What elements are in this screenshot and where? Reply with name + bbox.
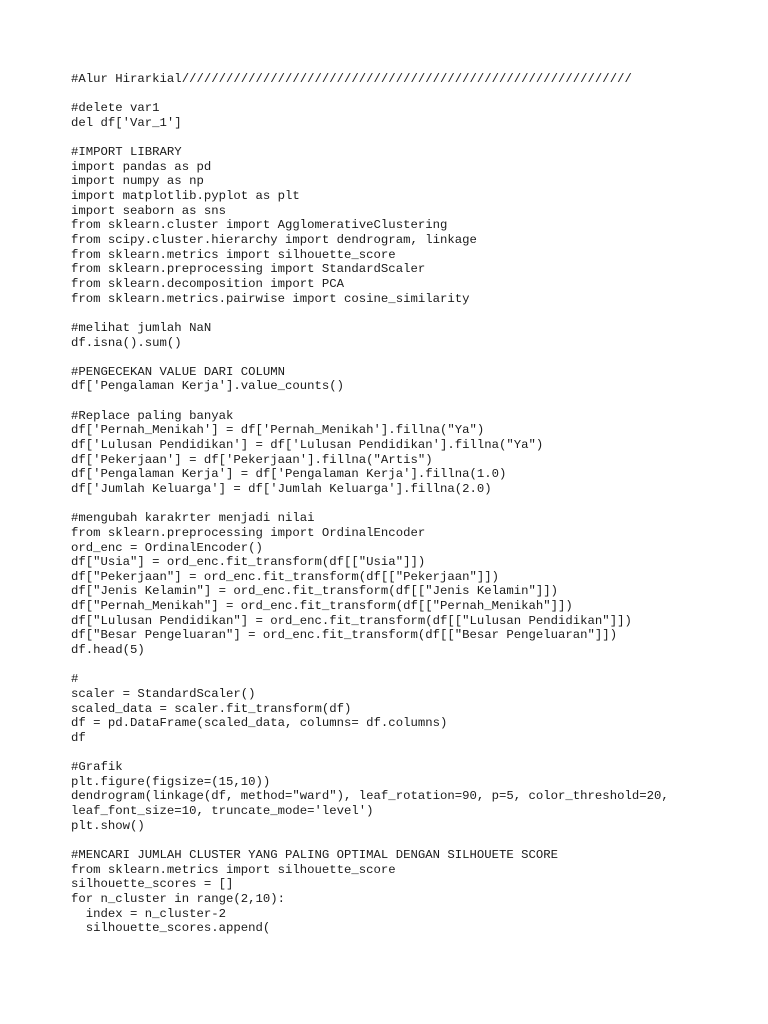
code-line: df.head(5) <box>71 642 145 657</box>
comment-line: #MENCARI JUMLAH CLUSTER YANG PALING OPTIMAL DENGAN SILHOUETE SCORE <box>71 847 559 862</box>
code-line: plt.show() <box>71 818 145 833</box>
blank-line <box>71 833 761 848</box>
code-line: from sklearn.metrics import silhouette_score <box>71 862 396 877</box>
code-line: df['Pernah_Menikah'] = df['Pernah_Menikah'].fillna("Ya") <box>71 423 485 438</box>
code-line: import matplotlib.pyplot as plt <box>71 189 300 204</box>
code-line: df = pd.DataFrame(scaled_data, columns= df.columns) <box>71 716 448 731</box>
code-line: from sklearn.metrics.pairwise import cosine_similarity <box>71 291 470 306</box>
code-line: df["Jenis Kelamin"] = ord_enc.fit_transform(df[["Jenis Kelamin"]]) <box>71 584 559 599</box>
code-line: index = n_cluster-2 <box>71 906 226 921</box>
code-line: df["Pekerjaan"] = ord_enc.fit_transform(df[["Pekerjaan"]]) <box>71 569 500 584</box>
code-line: silhouette_scores = [] <box>71 877 234 892</box>
code-block <box>71 72 761 87</box>
code-line: df['Pekerjaan'] = df['Pekerjaan'].fillna("Artis") <box>71 452 433 467</box>
code-line: for n_cluster in range(2,10): <box>71 891 286 906</box>
code-block <box>71 365 761 394</box>
blank-line <box>71 87 761 102</box>
code-line: df.isna().sum() <box>71 335 182 350</box>
comment-line: #Grafik <box>71 760 123 775</box>
comment-line: #IMPORT LIBRARY <box>71 145 182 160</box>
blank-line <box>71 745 761 760</box>
comment-line: #mengubah karakrter menjadi nilai <box>71 511 315 526</box>
code-line: scaler = StandardScaler() <box>71 686 256 701</box>
code-line: df['Jumlah Keluarga'] = df['Jumlah Keluarga'].fillna(2.0) <box>71 481 492 496</box>
code-block <box>71 760 761 833</box>
code-line: del df['Var_1'] <box>71 115 182 130</box>
code-listing <box>71 72 761 936</box>
code-line: df["Lulusan Pendidikan"] = ord_enc.fit_transform(df[["Lulusan Pendidikan"]]) <box>71 613 632 628</box>
code-line: import seaborn as sns <box>71 203 226 218</box>
comment-line: #Replace paling banyak <box>71 408 234 423</box>
code-block <box>71 511 761 657</box>
code-line: from sklearn.cluster import AgglomerativeClustering <box>71 218 448 233</box>
code-line: dendrogram(linkage(df, method="ward"), leaf_rotation=90, p=5, color_threshold=20, <box>71 789 669 804</box>
code-line: from sklearn.metrics import silhouette_score <box>71 247 396 262</box>
blank-line <box>71 131 761 146</box>
comment-line: #melihat jumlah NaN <box>71 320 212 335</box>
code-line: scaled_data = scaler.fit_transform(df) <box>71 701 352 716</box>
comment-line: #PENGECEKAN VALUE DARI COLUMN <box>71 364 286 379</box>
code-line: df['Pengalaman Kerja'] = df['Pengalaman Kerja'].fillna(1.0) <box>71 467 507 482</box>
code-block <box>71 145 761 306</box>
code-line: from sklearn.preprocessing import OrdinalEncoder <box>71 525 426 540</box>
code-line: leaf_font_size=10, truncate_mode='level') <box>71 804 374 819</box>
code-line: df["Besar Pengeluaran"] = ord_enc.fit_transform(df[["Besar Pengeluaran"]]) <box>71 628 618 643</box>
code-line: from scipy.cluster.hierarchy import dendrogram, linkage <box>71 233 477 248</box>
blank-line <box>71 394 761 409</box>
code-block <box>71 101 761 130</box>
blank-line <box>71 306 761 321</box>
code-block <box>71 848 761 936</box>
blank-line <box>71 350 761 365</box>
comment-line: # <box>71 672 79 687</box>
code-line: plt.figure(figsize=(15,10)) <box>71 774 271 789</box>
code-line: df <box>71 730 86 745</box>
code-block <box>71 321 761 350</box>
comment-line: #Alur Hirarkial///////////////////////////////////////////////////////////// <box>71 72 632 86</box>
code-line: import numpy as np <box>71 174 204 189</box>
code-line: df['Pengalaman Kerja'].value_counts() <box>71 379 345 394</box>
blank-line <box>71 497 761 512</box>
code-line: df['Lulusan Pendidikan'] = df['Lulusan Pendidikan'].fillna("Ya") <box>71 438 544 453</box>
code-line: ord_enc = OrdinalEncoder() <box>71 540 263 555</box>
code-line: import pandas as pd <box>71 159 212 174</box>
code-line: df["Usia"] = ord_enc.fit_transform(df[["Usia"]]) <box>71 555 426 570</box>
code-block <box>71 672 761 745</box>
code-line: silhouette_scores.append( <box>71 921 271 936</box>
code-block <box>71 409 761 497</box>
code-line: from sklearn.decomposition import PCA <box>71 276 345 291</box>
blank-line <box>71 658 761 673</box>
code-line: df["Pernah_Menikah"] = ord_enc.fit_transform(df[["Pernah_Menikah"]]) <box>71 599 573 614</box>
comment-line: #delete var1 <box>71 101 160 116</box>
code-line: from sklearn.preprocessing import StandardScaler <box>71 262 426 277</box>
